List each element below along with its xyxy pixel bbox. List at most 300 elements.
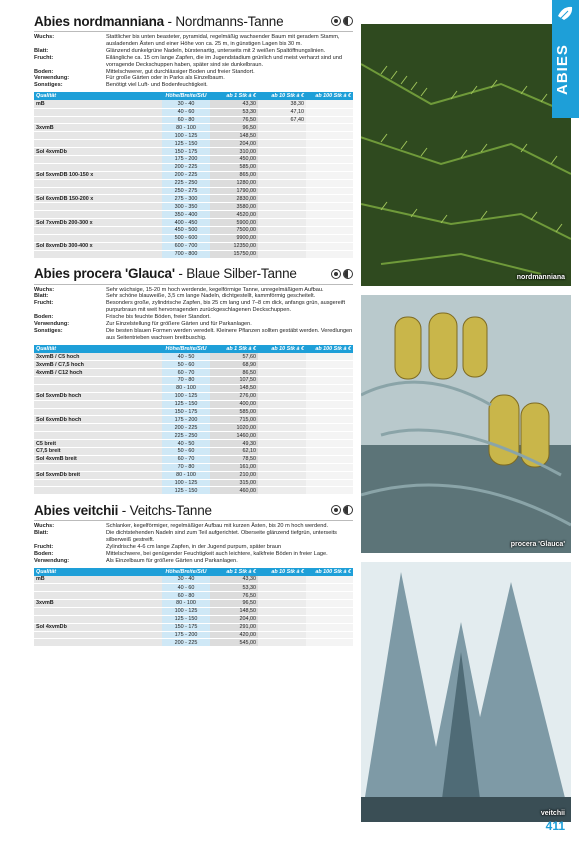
quality-cell: 4xvmB / C12 hoch [34, 369, 162, 377]
price-10-cell [258, 416, 306, 424]
size-cell: 200 - 225 [162, 171, 210, 179]
table-row [34, 623, 353, 631]
table-row [34, 155, 353, 163]
price-1-cell: 2830,00 [210, 195, 258, 203]
size-cell: 60 - 80 [162, 116, 210, 124]
price-10-cell [258, 155, 306, 163]
quality-cell: Sol 5xvmDb hoch [34, 392, 162, 400]
size-cell: 40 - 60 [162, 108, 210, 116]
quality-cell [34, 487, 162, 495]
price-10-cell [258, 639, 306, 647]
price-100-cell [306, 599, 353, 607]
table-row [34, 219, 353, 227]
property-value: Mittelschwerer, gut durchlässiger Boden und freier Standort. [106, 68, 255, 75]
price-10-cell [258, 384, 306, 392]
price-1-cell: 96,50 [210, 599, 258, 607]
table-row [34, 187, 353, 195]
quality-cell [34, 179, 162, 187]
price-1-cell: 12350,00 [210, 242, 258, 250]
table-row [34, 179, 353, 187]
half-shade-icon [343, 16, 353, 26]
header-quality: Qualität [34, 92, 162, 100]
price-1-cell: 204,00 [210, 615, 258, 623]
property-label: Wuchs: [34, 34, 55, 40]
size-cell: 400 - 450 [162, 219, 210, 227]
size-cell: 350 - 400 [162, 211, 210, 219]
size-cell: 30 - 40 [162, 576, 210, 584]
size-cell: 175 - 200 [162, 155, 210, 163]
size-cell: 80 - 100 [162, 599, 210, 607]
header-p100: ab 100 Stk à € [306, 568, 353, 576]
price-1-cell: 15750,00 [210, 250, 258, 258]
property-label: Verwendung: [34, 75, 70, 82]
quality-cell [34, 400, 162, 408]
price-100-cell [306, 631, 353, 639]
table-row [34, 631, 353, 639]
common-name: - Nordmanns-Tanne [163, 13, 284, 29]
price-10-cell [258, 234, 306, 242]
price-1-cell: 1460,00 [210, 432, 258, 440]
property-value: Frische bis feuchte Böden, freier Standort. [106, 314, 211, 321]
header-p1: ab 1 Stk à € [210, 92, 258, 100]
price-1-cell: 204,00 [210, 140, 258, 148]
price-10-cell [258, 195, 306, 203]
table-row [34, 384, 353, 392]
size-cell: 40 - 60 [162, 584, 210, 592]
table-row [34, 242, 353, 250]
price-10-cell [258, 487, 306, 495]
price-1-cell: 9900,00 [210, 234, 258, 242]
price-1-cell: 1020,00 [210, 424, 258, 432]
header-p10: ab 10 Stk à € [258, 568, 306, 576]
table-row [34, 171, 353, 179]
price-10-cell [258, 171, 306, 179]
price-1-cell: 310,00 [210, 148, 258, 156]
price-1-cell: 68,90 [210, 361, 258, 369]
size-cell: 100 - 125 [162, 479, 210, 487]
price-1-cell: 400,00 [210, 400, 258, 408]
size-cell: 60 - 70 [162, 369, 210, 377]
price-1-cell: 715,00 [210, 416, 258, 424]
quality-cell: mB [34, 576, 162, 584]
quality-cell [34, 592, 162, 600]
price-1-cell: 1790,00 [210, 187, 258, 195]
quality-cell: 3xvmB / C7,5 hoch [34, 361, 162, 369]
property-value: Schlanker, kegelförmiger, regelmäßiger Aufbau mit kurzen Ästen, bis 20 m hoch werdend. [106, 523, 328, 530]
common-name: - Veitchs-Tanne [118, 502, 212, 518]
size-cell: 60 - 80 [162, 592, 210, 600]
product-section [34, 265, 353, 496]
table-row [34, 592, 353, 600]
table-row [34, 487, 353, 495]
photo-column [361, 24, 571, 831]
quality-cell: Sol 5xvmDb breit [34, 471, 162, 479]
price-100-cell [306, 463, 353, 471]
size-cell: 150 - 175 [162, 408, 210, 416]
header-p100: ab 100 Stk à € [306, 92, 353, 100]
quality-cell [34, 463, 162, 471]
table-row [34, 163, 353, 171]
price-1-cell: 78,50 [210, 455, 258, 463]
table-row [34, 576, 353, 584]
property-row [34, 314, 353, 321]
quality-cell: Sol 5xvmDB 100-150 x [34, 171, 162, 179]
price-1-cell: 7500,00 [210, 227, 258, 235]
product-properties [34, 34, 353, 89]
tree-leaf-icon [555, 4, 575, 24]
table-row [34, 108, 353, 116]
price-100-cell [306, 203, 353, 211]
table-row [34, 440, 353, 448]
table-row [34, 408, 353, 416]
price-100-cell [306, 108, 353, 116]
price-1-cell: 3580,00 [210, 203, 258, 211]
price-10-cell [258, 408, 306, 416]
price-10-cell [258, 599, 306, 607]
price-10-cell: 38,30 [258, 100, 306, 108]
size-cell: 150 - 175 [162, 148, 210, 156]
size-cell: 450 - 500 [162, 227, 210, 235]
quality-cell [34, 408, 162, 416]
table-row [34, 599, 353, 607]
table-row [34, 455, 353, 463]
quality-cell [34, 250, 162, 258]
price-1-cell: 57,60 [210, 353, 258, 361]
quality-cell [34, 132, 162, 140]
property-value: Benötigt viel Luft- und Bodenfeuchtigkeit. [106, 82, 208, 89]
quality-cell: Sol 4xvmB breit [34, 455, 162, 463]
price-10-cell [258, 369, 306, 377]
price-100-cell [306, 623, 353, 631]
common-name: - Blaue Silber-Tanne [174, 266, 297, 282]
quality-cell [34, 187, 162, 195]
price-10-cell [258, 187, 306, 195]
size-cell: 30 - 40 [162, 100, 210, 108]
price-100-cell [306, 163, 353, 171]
price-100-cell [306, 471, 353, 479]
property-row [34, 523, 353, 530]
photo-nordmanniana [361, 24, 571, 286]
property-label: Boden: [34, 550, 54, 557]
price-100-cell [306, 576, 353, 584]
size-cell: 125 - 150 [162, 400, 210, 408]
catalog-column [34, 12, 353, 653]
size-cell: 175 - 200 [162, 631, 210, 639]
property-value: Glänzend dunkelgrüne Nadeln, bürstenartig, unterseits mit 2 weißen Spaltöffnungslinien. [106, 47, 326, 54]
price-100-cell [306, 479, 353, 487]
product-title [34, 503, 212, 518]
size-cell: 80 - 100 [162, 124, 210, 132]
price-100-cell [306, 639, 353, 647]
price-1-cell: 585,00 [210, 408, 258, 416]
size-cell: 150 - 175 [162, 623, 210, 631]
price-1-cell: 86,50 [210, 369, 258, 377]
price-100-cell [306, 132, 353, 140]
size-cell: 200 - 225 [162, 639, 210, 647]
botanical-name: Abies nordmanniana [34, 13, 164, 29]
property-label: Frucht: [34, 54, 54, 61]
size-cell: 100 - 125 [162, 607, 210, 615]
property-label: Wuchs: [34, 286, 55, 293]
table-row [34, 392, 353, 400]
quality-cell [34, 155, 162, 163]
header-quality: Qualität [34, 568, 162, 576]
price-1-cell: 53,30 [210, 108, 258, 116]
price-10-cell: 67,40 [258, 116, 306, 124]
table-row [34, 353, 353, 361]
size-cell: 70 - 80 [162, 376, 210, 384]
price-1-cell: 276,00 [210, 392, 258, 400]
price-1-cell: 291,00 [210, 623, 258, 631]
price-10-cell [258, 211, 306, 219]
quality-cell [34, 140, 162, 148]
property-label: Boden: [34, 68, 54, 75]
property-label: Wuchs: [34, 523, 55, 530]
photo-veitchii [361, 562, 571, 822]
price-1-cell: 43,30 [210, 100, 258, 108]
property-value: Sehr wüchsige, 15-20 m hoch werdende, kegelförmige Tanne, unregelmäßigem Aufbau. [106, 286, 324, 293]
price-100-cell [306, 242, 353, 250]
price-1-cell: 148,50 [210, 384, 258, 392]
quality-cell [34, 211, 162, 219]
size-cell: 60 - 70 [162, 455, 210, 463]
product-properties [34, 523, 353, 564]
price-100-cell [306, 607, 353, 615]
price-100-cell [306, 361, 353, 369]
price-1-cell: 148,50 [210, 607, 258, 615]
size-cell: 225 - 250 [162, 432, 210, 440]
size-cell: 300 - 350 [162, 203, 210, 211]
size-cell: 50 - 60 [162, 361, 210, 369]
price-100-cell [306, 424, 353, 432]
table-row [34, 615, 353, 623]
price-100-cell [306, 615, 353, 623]
table-row [34, 400, 353, 408]
property-row [34, 34, 353, 48]
page-number: 411 [545, 819, 565, 833]
product-title [34, 14, 283, 29]
property-value: Mittelschwere, bei genügender Feuchtigkeit auch leichtere, kalkfreie Böden in freier Lage. [106, 550, 328, 557]
size-cell: 500 - 600 [162, 234, 210, 242]
header-p1: ab 1 Stk à € [210, 568, 258, 576]
size-cell: 225 - 250 [162, 179, 210, 187]
price-10-cell [258, 353, 306, 361]
size-cell: 125 - 150 [162, 487, 210, 495]
price-100-cell [306, 440, 353, 448]
price-1-cell: 76,50 [210, 592, 258, 600]
quality-cell [34, 615, 162, 623]
property-label: Verwendung: [34, 321, 70, 328]
quality-cell: Sol 8xvmDb 300-400 x [34, 242, 162, 250]
quality-cell [34, 108, 162, 116]
price-100-cell [306, 124, 353, 132]
location-symbols [331, 505, 353, 515]
property-label: Sonstiges: [34, 82, 63, 89]
quality-cell: Sol 7xvmDb 200-300 x [34, 219, 162, 227]
price-10-cell [258, 124, 306, 132]
price-100-cell [306, 140, 353, 148]
price-1-cell: 545,00 [210, 639, 258, 647]
price-10-cell [258, 607, 306, 615]
table-row [34, 148, 353, 156]
product-title-row [34, 12, 353, 32]
full-sun-icon [331, 16, 341, 26]
price-10-cell [258, 148, 306, 156]
quality-cell: 3xvmB / C5 hoch [34, 353, 162, 361]
product-section [34, 12, 353, 259]
price-10-cell [258, 250, 306, 258]
size-cell: 70 - 80 [162, 463, 210, 471]
table-row [34, 361, 353, 369]
property-row [34, 321, 353, 328]
price-1-cell: 585,00 [210, 163, 258, 171]
price-1-cell: 210,00 [210, 471, 258, 479]
price-100-cell [306, 592, 353, 600]
location-symbols [331, 16, 353, 26]
price-10-cell [258, 455, 306, 463]
property-value: Sehr schöne blauweiße, 3,5 cm lange Nadeln, dichtgestellt, kammförmig gescheitelt. [106, 293, 316, 300]
price-100-cell [306, 195, 353, 203]
header-p100: ab 100 Stk à € [306, 345, 353, 353]
table-row [34, 432, 353, 440]
price-10-cell [258, 615, 306, 623]
table-row [34, 124, 353, 132]
property-row [34, 55, 353, 69]
price-table [34, 568, 353, 648]
property-row [34, 300, 353, 314]
price-1-cell: 420,00 [210, 631, 258, 639]
quality-cell [34, 163, 162, 171]
property-row [34, 544, 353, 551]
table-row [34, 584, 353, 592]
table-row [34, 424, 353, 432]
property-row [34, 293, 353, 300]
price-1-cell: 460,00 [210, 487, 258, 495]
price-10-cell [258, 227, 306, 235]
property-value: Stattlicher bis unten beasteter, pyramidal, regelmäßig wachsender Baum mit geradem Stamm, ausladenden Ästen und einer Höhe von ca. 25 m, in günstigen Lagen bis 30 m. [106, 34, 340, 47]
table-row [34, 479, 353, 487]
location-symbols [331, 269, 353, 279]
price-1-cell: 96,50 [210, 124, 258, 132]
size-cell: 100 - 125 [162, 132, 210, 140]
quality-cell [34, 607, 162, 615]
price-10-cell [258, 376, 306, 384]
table-row [34, 471, 353, 479]
table-row [34, 250, 353, 258]
price-10-cell [258, 179, 306, 187]
property-value: Besonders große, zylindrische Zapfen, bis 25 cm lang und 7–8 cm dick, anfangs grün, ausgereift purpurbraun mit weit hervorragenden zurückgeschlagenen Deckschuppen. [106, 300, 346, 314]
product-title [34, 266, 297, 281]
table-row [34, 607, 353, 615]
quality-cell [34, 432, 162, 440]
price-10-cell [258, 584, 306, 592]
table-row [34, 195, 353, 203]
table-row [34, 203, 353, 211]
photo-caption: veitchii [540, 810, 565, 817]
product-properties [34, 287, 353, 342]
quality-cell [34, 203, 162, 211]
photo-caption: procera 'Glauca' [510, 541, 565, 548]
price-1-cell: 76,50 [210, 116, 258, 124]
half-shade-icon [343, 269, 353, 279]
price-10-cell [258, 440, 306, 448]
price-10-cell [258, 203, 306, 211]
property-row [34, 48, 353, 55]
header-size: Höhe/Breite/StU [162, 568, 210, 576]
botanical-name: Abies procera 'Glauca' [34, 266, 175, 282]
property-label: Blatt: [34, 47, 49, 54]
price-100-cell [306, 219, 353, 227]
quality-cell: C7,5 breit [34, 448, 162, 456]
quality-cell [34, 227, 162, 235]
price-100-cell [306, 234, 353, 242]
property-row [34, 530, 353, 544]
price-1-cell: 315,00 [210, 479, 258, 487]
price-100-cell [306, 155, 353, 163]
property-row [34, 328, 353, 342]
price-1-cell: 450,00 [210, 155, 258, 163]
price-table-header [34, 568, 353, 576]
price-1-cell: 148,50 [210, 132, 258, 140]
price-10-cell [258, 140, 306, 148]
property-label: Blatt: [34, 293, 49, 300]
header-quality: Qualität [34, 345, 162, 353]
price-100-cell [306, 179, 353, 187]
price-10-cell [258, 471, 306, 479]
price-table [34, 92, 353, 258]
table-row [34, 639, 353, 647]
price-table [34, 345, 353, 496]
product-title-row [34, 501, 353, 521]
size-cell: 700 - 800 [162, 250, 210, 258]
table-row [34, 463, 353, 471]
header-p1: ab 1 Stk à € [210, 345, 258, 353]
full-sun-icon [331, 505, 341, 515]
property-value: Die besten blauen Formen werden veredelt. Kleinere Pflanzen sollten gestäbt werden. Veredlungen aus Seitentrieben wachsen breitbuschig. [106, 328, 353, 341]
property-label: Blatt: [34, 530, 49, 537]
price-10-cell [258, 576, 306, 584]
property-row [34, 558, 353, 565]
full-sun-icon [331, 269, 341, 279]
price-10-cell [258, 392, 306, 400]
property-row [34, 287, 353, 294]
quality-cell [34, 639, 162, 647]
size-cell: 40 - 50 [162, 353, 210, 361]
size-cell: 200 - 225 [162, 163, 210, 171]
size-cell: 600 - 700 [162, 242, 210, 250]
price-100-cell [306, 187, 353, 195]
price-10-cell: 47,10 [258, 108, 306, 116]
property-row [34, 551, 353, 558]
price-100-cell [306, 376, 353, 384]
price-100-cell [306, 408, 353, 416]
genus-label: ABIES [554, 44, 571, 96]
quality-cell: C5 breit [34, 440, 162, 448]
quality-cell: 3xvmB [34, 599, 162, 607]
property-row [34, 75, 353, 82]
size-cell: 175 - 200 [162, 416, 210, 424]
size-cell: 80 - 100 [162, 471, 210, 479]
table-row [34, 116, 353, 124]
price-100-cell [306, 448, 353, 456]
table-row [34, 132, 353, 140]
price-10-cell [258, 623, 306, 631]
price-10-cell [258, 361, 306, 369]
table-row [34, 234, 353, 242]
quality-cell: Sol 6xvmDB 150-200 x [34, 195, 162, 203]
property-row [34, 82, 353, 89]
price-100-cell [306, 392, 353, 400]
